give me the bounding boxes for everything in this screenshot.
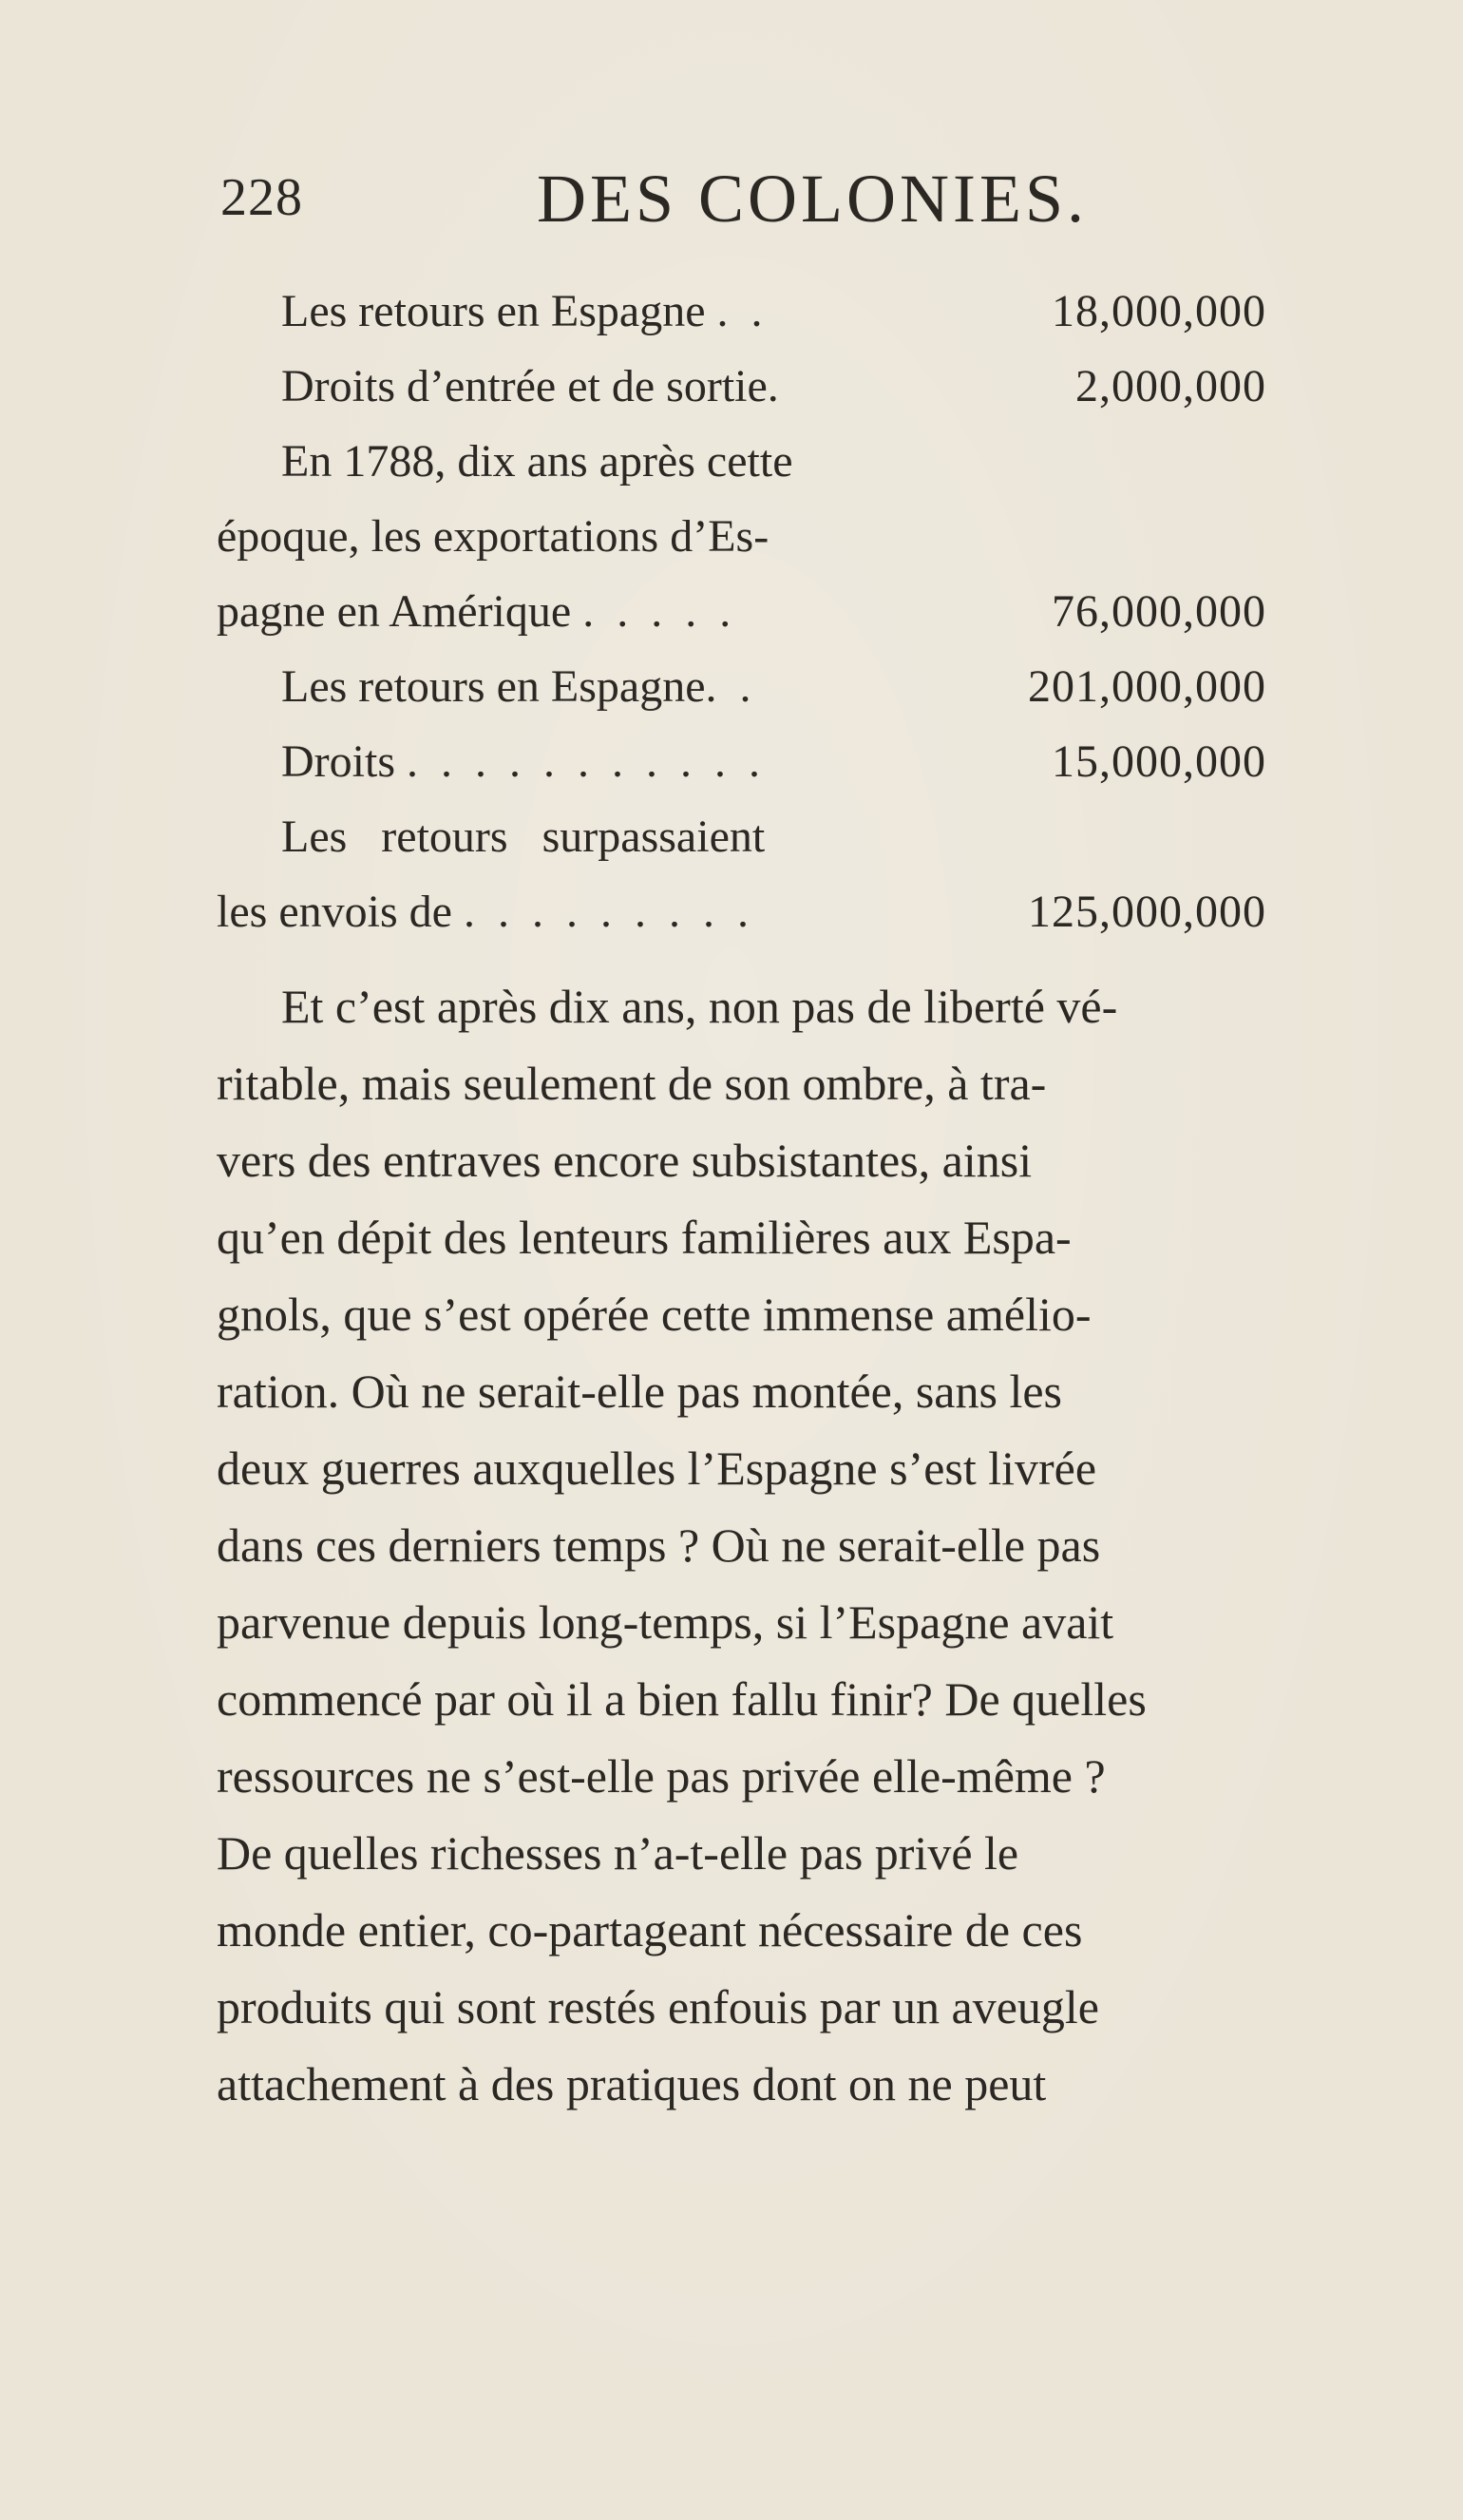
text-line: vers des entraves encore subsistantes, ainsi [217,1134,1033,1187]
text-line: dans ces derniers temps ? Où ne serait-elle pas [217,1518,1101,1572]
ledger-label: pagne en Amérique . . . . . [217,586,732,637]
text-line: ration. Où ne serait-elle pas montée, sans les [217,1365,1062,1418]
ledger-label: Les retours en Espagne . . [281,286,763,336]
ledger-row [217,435,1266,502]
ledger-label: En 1788, dix ans après cette [281,436,793,487]
text-line: produits qui sont restés enfouis par un aveugle [217,1980,1099,2033]
ledger-label: Droits . . . . . . . . . . . [281,736,760,787]
ledger-row [217,360,1266,427]
ledger-amount: 15,000,000 [1052,736,1266,787]
text-line: attachement à des pratiques dont on ne peut [217,2057,1047,2110]
text-line: qu’en dépit des lenteurs familières aux Espa- [217,1211,1072,1264]
text-line: parvenue depuis long-temps, si l’Espagne avait [217,1595,1114,1649]
text-line: commencé par où il a bien fallu finir? De quelles [217,1672,1147,1726]
text-line: deux guerres auxquelles l’Espagne s’est livrée [217,1441,1097,1495]
ledger-amount: 125,000,000 [1028,887,1266,937]
text-line: ressources ne s’est-elle pas privée elle-même ? [217,1749,1106,1803]
ledger-amount: 18,000,000 [1052,286,1266,336]
ledger-label: Les retours surpassaient [281,811,766,862]
text-line: gnols, que s’est opérée cette immense amélio- [217,1288,1092,1341]
ledger-label: Droits d’entrée et de sortie. [281,361,779,411]
ledger-row [217,510,1266,577]
ledger-amount: 201,000,000 [1028,661,1266,712]
page-header [0,160,1463,245]
text-line: monde entier, co-partageant nécessaire de ces [217,1903,1083,1957]
ledger-amount: 2,000,000 [1075,361,1266,411]
ledger-row [217,585,1266,652]
ledger-label: époque, les exportations d’Es- [217,511,770,562]
ledger-row [217,735,1266,802]
text-line: De quelles richesses n’a-t-elle pas privé le [217,1826,1019,1880]
ledger-row [217,886,1266,952]
ledger-amount: 76,000,000 [1052,586,1266,637]
text-line: ritable, mais seulement de son ombre, à tra- [217,1057,1047,1110]
text-line: Et c’est après dix ans, non pas de liberté vé- [281,980,1118,1033]
ledger-label: les envois de . . . . . . . . . [217,887,749,937]
ledger-row [217,811,1266,877]
ledger-row [217,285,1266,352]
ledger-row [217,660,1266,727]
ledger-label: Les retours en Espagne. . [281,661,751,712]
running-title: DES COLONIES. [537,161,1089,237]
page-number: 228 [220,168,303,227]
